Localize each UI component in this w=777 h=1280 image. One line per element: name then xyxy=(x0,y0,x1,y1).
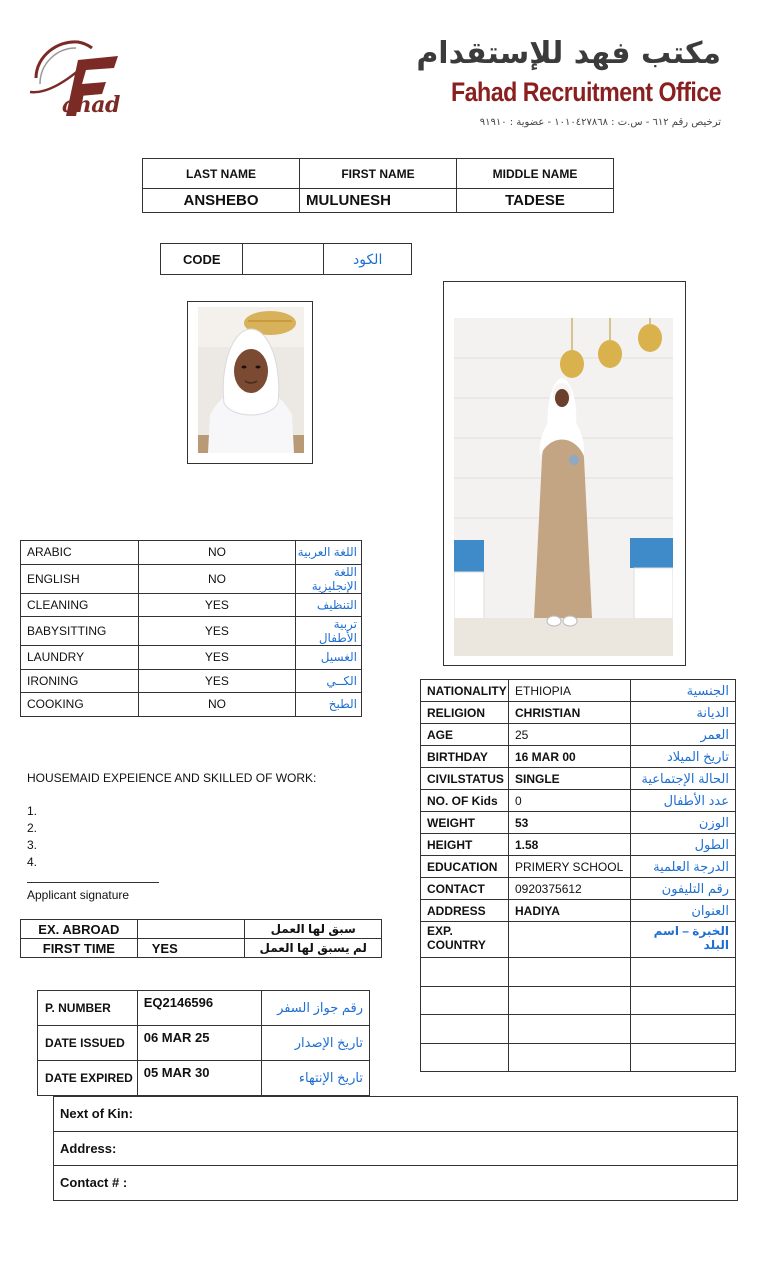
weight-value: 53 xyxy=(508,812,630,834)
code-value xyxy=(242,244,323,275)
weight-label: WEIGHT xyxy=(421,812,509,834)
middle-name-value: TADESE xyxy=(457,189,614,213)
date-issued-value: 06 MAR 25 xyxy=(137,1026,262,1061)
skill-label-arabic: الطبخ xyxy=(296,693,362,717)
signature-label: Applicant signature xyxy=(27,888,130,902)
nationality-value: ETHIOPIA xyxy=(508,680,630,702)
address-label: ADDRESS xyxy=(421,900,509,922)
skill-label-arabic: اللغة الإنجليزية xyxy=(296,564,362,593)
blank-cell xyxy=(421,958,509,987)
age-label-arabic: العمر xyxy=(631,724,736,746)
height-label-arabic: الطول xyxy=(631,834,736,856)
blank-cell xyxy=(421,1043,509,1072)
blank-cell xyxy=(631,1015,736,1044)
religion-value: CHRISTIAN xyxy=(508,702,630,724)
personal-info-table xyxy=(420,679,736,1072)
skill-label: LAUNDRY xyxy=(21,646,139,670)
blank-cell xyxy=(508,1015,630,1044)
religion-label: RELIGION xyxy=(421,702,509,724)
skills-table xyxy=(20,540,362,717)
skill-label-arabic: تربية الأطفال xyxy=(296,617,362,646)
experience-item: 1. xyxy=(27,804,38,818)
skill-value: YES xyxy=(138,593,295,617)
first-name-label: FIRST NAME xyxy=(300,159,457,189)
skill-label: ENGLISH xyxy=(21,564,139,593)
experience-item: 2. xyxy=(27,821,38,835)
civil-status-label-arabic: الحالة الإجتماعية xyxy=(631,768,736,790)
first-time-label-arabic: لم يسبق لها العمل xyxy=(245,939,382,958)
abroad-table xyxy=(20,919,382,958)
age-value: 25 xyxy=(508,724,630,746)
exp-country-value xyxy=(508,922,630,958)
civil-status-label: CIVILSTATUS xyxy=(421,768,509,790)
kids-label-arabic: عدد الأطفال xyxy=(631,790,736,812)
skill-label: BABYSITTING xyxy=(21,617,139,646)
passport-table xyxy=(37,990,370,1096)
education-label: EDUCATION xyxy=(421,856,509,878)
blank-cell xyxy=(508,958,630,987)
passport-number-label: P. NUMBER xyxy=(38,991,138,1026)
address-label-arabic: العنوان xyxy=(631,900,736,922)
contact-label: CONTACT xyxy=(421,878,509,900)
civil-status-value: SINGLE xyxy=(508,768,630,790)
skill-value: YES xyxy=(138,669,295,693)
date-issued-label: DATE ISSUED xyxy=(38,1026,138,1061)
skill-row xyxy=(21,541,362,565)
birthday-label: BIRTHDAY xyxy=(421,746,509,768)
ex-abroad-label-arabic: سبق لها العمل xyxy=(245,920,382,939)
kids-value: 0 xyxy=(508,790,630,812)
nationality-label: NATIONALITY xyxy=(421,680,509,702)
kin-table xyxy=(53,1096,738,1201)
code-label: CODE xyxy=(161,244,243,275)
ex-abroad-label: EX. ABROAD xyxy=(21,920,138,939)
skill-value: NO xyxy=(138,693,295,717)
blank-cell xyxy=(631,986,736,1015)
blank-cell xyxy=(508,1043,630,1072)
kids-label: NO. OF Kids xyxy=(421,790,509,812)
skill-label: CLEANING xyxy=(21,593,139,617)
skill-row xyxy=(21,646,362,670)
office-name-english: Fahad Recruitment Office xyxy=(450,77,721,107)
date-expired-label-arabic: تاريخ الإنتهاء xyxy=(262,1061,370,1096)
birthday-label-arabic: تاريخ الميلاد xyxy=(631,746,736,768)
blank-cell xyxy=(508,986,630,1015)
logo-wordmark: ahad xyxy=(62,92,120,118)
skill-label-arabic: التنظيف xyxy=(296,593,362,617)
last-name-value: ANSHEBO xyxy=(143,189,300,213)
skill-value: NO xyxy=(138,541,295,565)
middle-name-label: MIDDLE NAME xyxy=(457,159,614,189)
weight-label-arabic: الوزن xyxy=(631,812,736,834)
age-label: AGE xyxy=(421,724,509,746)
name-table xyxy=(142,158,614,213)
address-value: HADIYA xyxy=(508,900,630,922)
skill-value: YES xyxy=(138,646,295,670)
blank-cell xyxy=(421,986,509,1015)
skill-label-arabic: الكــي xyxy=(296,669,362,693)
full-body-photo xyxy=(454,318,673,656)
religion-label-arabic: الديانة xyxy=(631,702,736,724)
portrait-photo xyxy=(198,307,304,453)
nationality-label-arabic: الجنسية xyxy=(631,680,736,702)
skill-row xyxy=(21,669,362,693)
contact-value: 0920375612 xyxy=(508,878,630,900)
skill-label-arabic: الغسيل xyxy=(296,646,362,670)
experience-item: 3. xyxy=(27,838,38,852)
ex-abroad-value xyxy=(137,920,245,939)
exp-country-label xyxy=(421,922,509,958)
code-table xyxy=(160,243,412,275)
skill-value: NO xyxy=(138,564,295,593)
skill-label: IRONING xyxy=(21,669,139,693)
skill-row xyxy=(21,693,362,717)
code-label-arabic: الكود xyxy=(324,244,412,275)
first-time-label: FIRST TIME xyxy=(21,939,138,958)
date-expired-value: 05 MAR 30 xyxy=(137,1061,262,1096)
office-name-arabic: مكتب فهد للإستقدام xyxy=(416,36,721,71)
next-of-kin-label: Next of Kin: xyxy=(54,1097,738,1132)
contact-label-arabic: رقم التليفون xyxy=(631,878,736,900)
education-value: PRIMERY SCHOOL xyxy=(508,856,630,878)
skill-label: COOKING xyxy=(21,693,139,717)
education-label-arabic: الدرجة العلمية xyxy=(631,856,736,878)
skill-value: YES xyxy=(138,617,295,646)
skill-label-arabic: اللغة العربية xyxy=(296,541,362,565)
blank-cell xyxy=(421,1015,509,1044)
last-name-label: LAST NAME xyxy=(143,159,300,189)
exp-label-line-1: EXP. xyxy=(427,924,453,938)
blank-cell xyxy=(631,958,736,987)
height-value: 1.58 xyxy=(508,834,630,856)
skill-row xyxy=(21,593,362,617)
passport-number-value: EQ2146596 xyxy=(137,991,262,1026)
birthday-value: 16 MAR 00 xyxy=(508,746,630,768)
height-label: HEIGHT xyxy=(421,834,509,856)
first-name-value: MULUNESH xyxy=(300,189,457,213)
experience-title: HOUSEMAID EXPEIENCE AND SKILLED OF WORK: xyxy=(27,771,317,785)
skill-row xyxy=(21,564,362,593)
passport-number-label-arabic: رقم جواز السفر xyxy=(262,991,370,1026)
experience-item: 4. xyxy=(27,855,38,869)
kin-contact-label: Contact # : xyxy=(54,1166,738,1201)
kin-address-label: Address: xyxy=(54,1131,738,1166)
experience-list xyxy=(27,803,37,871)
skill-row xyxy=(21,617,362,646)
exp-label-line-2: COUNTRY xyxy=(427,938,486,952)
skill-label: ARABIC xyxy=(21,541,139,565)
signature-line xyxy=(27,882,159,883)
first-time-value: YES xyxy=(137,939,245,958)
exp-country-label-arabic: الخبرة – اسم البلد xyxy=(631,922,736,958)
license-line: ترخيص رقم ٦١٢ - س.ت : ١٠١٠٤٢٧٨٦٨ - عضوية : ٩١٩١٠ xyxy=(479,117,721,128)
date-expired-label: DATE EXPIRED xyxy=(38,1061,138,1096)
blank-cell xyxy=(631,1043,736,1072)
date-issued-label-arabic: تاريخ الإصدار xyxy=(262,1026,370,1061)
